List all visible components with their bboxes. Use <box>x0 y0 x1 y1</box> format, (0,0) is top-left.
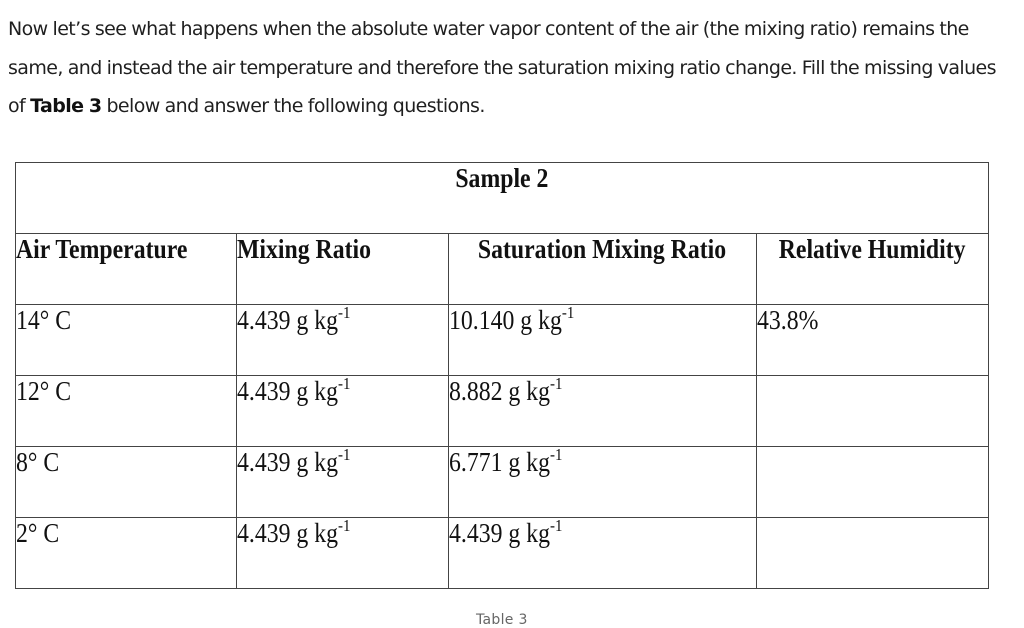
cell-relative-humidity[interactable] <box>757 518 989 589</box>
table-title-row <box>16 163 989 234</box>
table-header-row <box>16 234 989 305</box>
cell-relative-humidity[interactable] <box>757 376 989 447</box>
cell-mixing-ratio <box>237 447 449 518</box>
cell-mixing-ratio <box>237 518 449 589</box>
unit-base: g kg <box>508 447 550 477</box>
table-row <box>16 518 989 589</box>
table-row <box>16 447 989 518</box>
cell-saturation-text <box>449 376 562 407</box>
intro-text-end: below and answer the following questions. <box>101 95 485 117</box>
mixing-value: 4.439 <box>237 305 291 335</box>
mixing-value: 4.439 <box>237 447 291 477</box>
cell-mixing-ratio-text <box>237 518 350 549</box>
unit-exponent: -1 <box>337 374 351 393</box>
cell-temperature-text: 8° C <box>16 447 60 477</box>
relative-humidity-value: 43.8% <box>757 305 819 335</box>
header-mixing-ratio <box>237 234 449 305</box>
data-table <box>15 162 989 589</box>
unit-exponent: -1 <box>337 516 351 535</box>
cell-temperature <box>16 305 237 376</box>
unit-exponent: -1 <box>549 374 563 393</box>
unit-exponent: -1 <box>337 303 351 322</box>
table-caption: Table 3 <box>476 612 528 628</box>
unit-exponent: -1 <box>549 445 563 464</box>
table-row <box>16 376 989 447</box>
header-mixing-ratio-text: Mixing Ratio <box>237 234 371 264</box>
unit-base: g kg <box>296 518 338 548</box>
cell-saturation-text <box>449 518 562 549</box>
cell-mixing-ratio <box>237 376 449 447</box>
header-relative-humidity <box>757 234 989 305</box>
unit-exponent: -1 <box>561 303 575 322</box>
unit-base: g kg <box>508 376 550 406</box>
cell-temperature-text: 14° C <box>16 305 72 335</box>
cell-mixing-ratio-text <box>237 305 350 336</box>
cell-saturation-text <box>449 305 574 336</box>
table-title-text: Sample 2 <box>455 163 549 193</box>
unit-base: g kg <box>508 518 550 548</box>
table-reference: Table 3 <box>30 95 102 117</box>
cell-temperature-text: 12° C <box>16 376 72 406</box>
cell-saturation-mixing-ratio <box>449 376 757 447</box>
header-air-temperature <box>16 234 237 305</box>
mixing-value: 4.439 <box>237 376 291 406</box>
header-air-temperature-text: Air Temperature <box>16 234 188 264</box>
cell-relative-humidity[interactable] <box>757 447 989 518</box>
intro-paragraph <box>8 10 1008 126</box>
cell-mixing-ratio <box>237 305 449 376</box>
cell-mixing-ratio-text <box>237 447 350 478</box>
header-saturation-mixing-ratio <box>449 234 757 305</box>
cell-saturation-mixing-ratio <box>449 305 757 376</box>
cell-saturation-text <box>449 447 562 478</box>
mixing-value: 4.439 <box>237 518 291 548</box>
unit-base: g kg <box>296 447 338 477</box>
cell-saturation-mixing-ratio <box>449 518 757 589</box>
cell-temperature-text: 2° C <box>16 518 60 548</box>
saturation-value: 10.140 <box>449 305 515 335</box>
saturation-value: 6.771 <box>449 447 503 477</box>
cell-temperature <box>16 518 237 589</box>
saturation-value: 4.439 <box>449 518 503 548</box>
cell-saturation-mixing-ratio <box>449 447 757 518</box>
unit-base: g kg <box>296 376 338 406</box>
header-relative-humidity-text: Relative Humidity <box>779 234 966 264</box>
unit-base: g kg <box>296 305 338 335</box>
cell-temperature <box>16 447 237 518</box>
table-title <box>16 163 989 234</box>
table-row <box>16 305 989 376</box>
intro-text-start: Now let’s see what happens when the absolute water vapor content of the air (the mixing ratio) remains the same, and instead the air temperature and therefore the saturation mixing ratio change. Fill the missing values of <box>8 18 996 117</box>
saturation-value: 8.882 <box>449 376 503 406</box>
header-saturation-mixing-ratio-text: Saturation Mixing Ratio <box>478 234 727 264</box>
cell-temperature <box>16 376 237 447</box>
cell-relative-humidity[interactable] <box>757 305 989 376</box>
unit-exponent: -1 <box>549 516 563 535</box>
cell-mixing-ratio-text <box>237 376 350 407</box>
unit-exponent: -1 <box>337 445 351 464</box>
unit-base: g kg <box>520 305 562 335</box>
